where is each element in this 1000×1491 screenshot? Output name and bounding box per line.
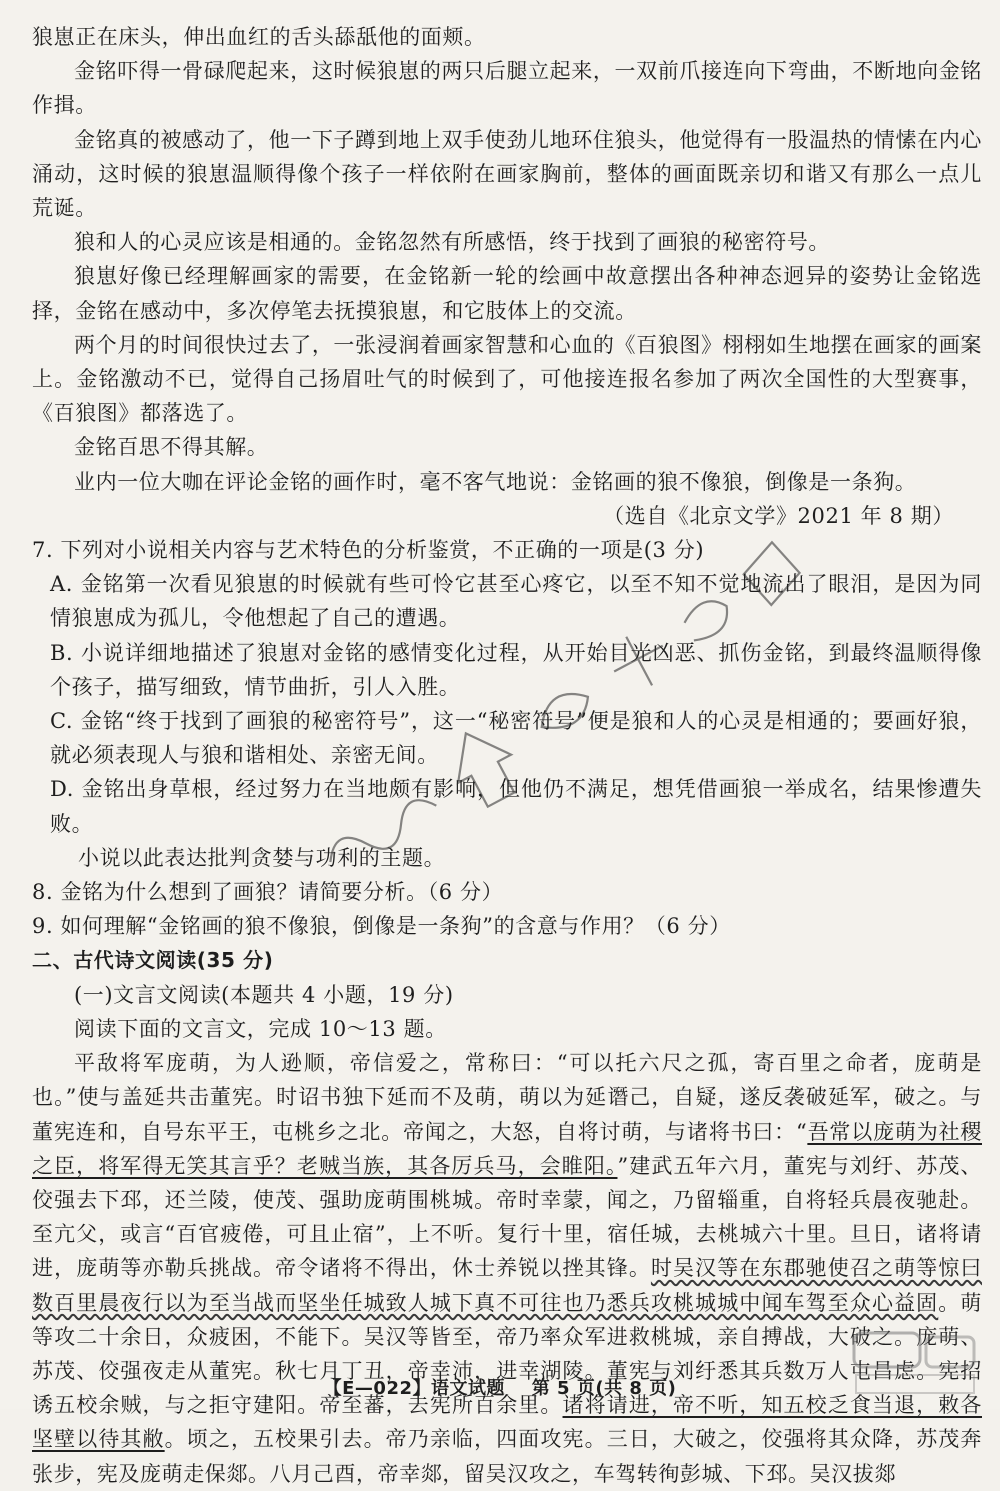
- story-paragraph: 金铭真的被感动了，他一下子蹲到地上双手使劲儿地环住狼头，他觉得有一股温热的情愫在内心涌动，这时候的狼崽温顺得像个孩子一样依附在画家胸前，整体的画面既亲切和谐又有那么一点儿荒诞。: [32, 127, 982, 221]
- page-number: 第 5 页(共 8 页): [531, 1378, 677, 1399]
- option-b: B. 小说详细地描述了狼崽对金铭的感情变化过程，从开始目光凶恶、抓伤金铭，到最终温顺得像个孩子，描写细致，情节曲折，引人入胜。: [50, 640, 982, 699]
- passage-text: 。萌等攻二十余日，众疲困，不能下。吴汉等皆至，帝乃率众军进救桃城，亲自搏战，大破之。庞萌、苏茂、佼强夜走从董宪。秋七月丁丑，帝幸沛，进幸湖陵。董宪与刘纡悉其兵数万人屯昌虑。宪招诱五校余贼，与之拒守建阳。帝至蕃，去宪所百余里。: [32, 1290, 982, 1418]
- story-paragraph: 金铭吓得一骨碌爬起来，这时候狼崽的两只后腿立起来，一双前爪接连向下弯曲，不断地向金铭作揖。: [32, 59, 982, 118]
- page-content: [32, 20, 982, 1491]
- underlined-sentence: 诸将请进，帝不听，知五校乏食当退，敕各坚壁以待其敝: [32, 1393, 982, 1452]
- story-paragraph: 狼和人的心灵应该是相通的。金铭忽然有所感悟，终于找到了画狼的秘密符号。: [74, 230, 830, 255]
- story-paragraph: 狼崽正在床头，伸出血红的舌头舔舐他的面颊。: [32, 25, 486, 49]
- question-8: 8. 金铭为什么想到了画狼？请简要分析。（6 分）: [32, 880, 504, 905]
- story-paragraph: 狼崽好像已经理解画家的需要，在金铭新一轮的绘画中故意摆出各种神态迥异的姿势让金铭选择，金铭在感动中，多次停笔去抚摸狼崽，和它肢体上的交流。: [32, 264, 982, 323]
- passage-text: 。顷之，五校果引去。帝乃亲临，四面攻宪。三日，大破之，佼强将其众降，苏茂奔张步，宪及庞萌走保郯。八月己酉，帝幸郯，留吴汉攻之，车驾转徇彭城、下邳。吴汉拔郯: [32, 1427, 982, 1486]
- section-heading: 二、古代诗文阅读(35 分): [32, 948, 274, 973]
- story-paragraph: 业内一位大咖在评论金铭的画作时，毫不客气地说：金铭画的狼不像狼，倒像是一条狗。: [74, 469, 917, 494]
- question-9: 9. 如何理解“金铭画的狼不像狼，倒像是一条狗”的含意与作用？（6 分）: [32, 914, 731, 939]
- question-7: 7. 下列对小说相关内容与艺术特色的分析鉴赏，不正确的一项是(3 分): [32, 538, 705, 563]
- story-paragraph: 两个月的时间很快过去了，一张浸润着画家智慧和心血的《百狼图》栩栩如生地摆在画家的画案上。金铭激动不已，觉得自己扬眉吐气的时候到了，可他接连报名参加了两次全国性的大型赛事，《百狼图》都落选了。: [32, 332, 982, 426]
- source-citation: （选自《北京文学》2021 年 8 期）: [603, 503, 954, 528]
- option-c: C. 金铭“终于找到了画狼的秘密符号”，这一“秘密符号”便是狼和人的心灵是相通的；要画好狼，就必须表现人与狼和谐相处、亲密无间。: [50, 709, 982, 768]
- subsection-heading: (一)文言文阅读(本题共 4 小题，19 分): [74, 982, 454, 1007]
- option-a: A. 金铭第一次看见狼崽的时候就有些可怜它甚至心疼它，以至不知不觉地流出了眼泪，是因为同情狼崽成为孤儿，令他想起了自己的遭遇。: [50, 572, 982, 631]
- story-paragraph: 金铭百思不得其解。: [74, 435, 269, 460]
- classical-passage: [32, 1046, 982, 1491]
- page-footer: [0, 1374, 1000, 1400]
- exam-code: 【E—022】语文试题: [323, 1378, 505, 1399]
- underlined-sentence: 吾常以庞萌为社稷之臣，将军得无笑其言乎？老贼当族，其各厉兵马，会睢阳。: [32, 1119, 982, 1178]
- option-d: D. 金铭出身草根，经过努力在当地颇有影响，但他仍不满足，想凭借画狼一举成名，结果惨遭失败。: [50, 777, 982, 836]
- passage-text: ”建武五年六月，董宪与刘纡、苏茂、佼强去下邳，还兰陵，使茂、强助庞萌围桃城。帝时幸蒙，闻之，乃留辎重，自将轻兵晨夜驰赴。至亢父，或言“百官疲倦，可且止宿”，上不听。复行十里，宿任城，去桃城六十里。旦日，诸将请进，庞萌等亦勒兵挑战。帝令诸将不得出，休士养锐以挫其锋。: [32, 1153, 982, 1281]
- wavy-underlined-passage: 时吴汉等在东郡驰使召之萌等惊曰数百里晨夜行以为至当战而坚坐任城致人城下真不可往也乃悉兵攻桃城城中闻车驾至众心益固: [32, 1256, 982, 1315]
- reading-instruction: 阅读下面的文言文，完成 10～13 题。: [74, 1016, 447, 1041]
- passage-text: 平敌将军庞萌，为人逊顺，帝信爱之，常称曰：“可以托六尺之孤，寄百里之命者，庞萌是也。”使与盖延共击董宪。时诏书独下延而不及萌，萌以为延谮己，自疑，遂反袭破延军，破之。与董宪连和，自号东平王，屯桃乡之北。帝闻之，大怒，自将讨萌，与诸将书曰：“: [32, 1051, 982, 1144]
- option-d-continued: 小说以此表达批判贪婪与功利的主题。: [78, 845, 446, 870]
